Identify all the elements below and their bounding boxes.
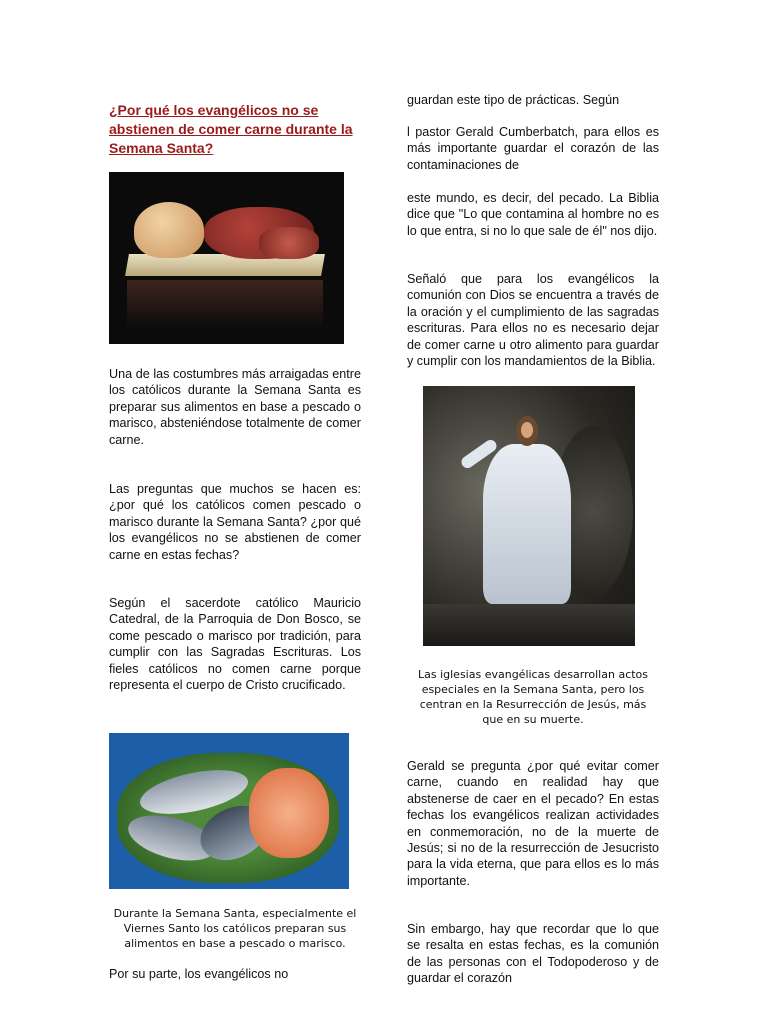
paragraph-preguntas: Las preguntas que muchos se hacen es: ¿por qué los católicos comen pescado o marisco durante la Semana Santa? ¿por qué los evangélicos no se abstienen de comer carne en estas fechas?	[109, 482, 361, 562]
paragraph-sin-embargo: Sin embargo, hay que recordar que lo que se resalta en estas fechas, es la comunión de las personas con el Todopoderoso y de guardar el corazón	[407, 922, 659, 986]
paragraph-evangelicos: Por su parte, los evangélicos no	[109, 967, 289, 981]
seafood-caption: Durante la Semana Santa, especialmente el Viernes Santo los católicos preparan sus alimentos en base a pescado o marisco.	[113, 907, 357, 950]
paragraph-costumbres: Una de las costumbres más arraigadas entre los católicos durante la Semana Santa es preparar sus alimentos en base a pescado o marisco, absteniéndose totalmente de comer carne.	[109, 367, 361, 447]
shrimp-pile	[249, 768, 329, 858]
paragraph-continuation: guardan este tipo de prácticas. Según	[407, 93, 620, 107]
stone-step	[423, 604, 635, 646]
paragraph-biblia: este mundo, es decir, del pecado. La Biblia dice que "Lo que contamina al hombre no es lo que entra, si no lo que sale de él" nos dijo.	[407, 191, 659, 238]
meat-photo	[109, 172, 344, 344]
paragraph-sacerdote: Según el sacerdote católico Mauricio Catedral, de la Parroquia de Don Bosco, se come pescado o marisco por tradición, para cumplir con las Sagradas Escrituras. Los fieles católicos no comen carne porque representa el cuerpo de Cristo crucificado.	[109, 596, 361, 693]
paragraph-comunion: Señaló que para los evangélicos la comunión con Dios se encuentra a través de la oración y el cumplimiento de las sagradas escrituras. Para ellos no es necesario dejar de comer carne u otro alimento para guardar y cumplir con los mandamientos de la Biblia.	[407, 272, 659, 369]
article-title: ¿Por qué los evangélicos no se abstienen de comer carne durante la Semana Santa?	[109, 102, 353, 156]
white-robe	[483, 444, 571, 604]
raw-steak	[259, 227, 319, 259]
resurrection-caption: Las iglesias evangélicas desarrollan actos especiales en la Semana Santa, pero los centran en la Resurrección de Jesús, más que en su muerte.	[417, 668, 649, 726]
raw-chicken	[134, 202, 204, 258]
paragraph-gerald: Gerald se pregunta ¿por qué evitar comer carne, cuando en realidad hay que abstenerse de caer en el pecado? En estas fechas los evangélicos realizan actividades en conmemoración, no de la muerte de Jesús; si no de la resurrección de Jesucristo para la vida eterna, que para ellos es lo más importante.	[407, 759, 659, 888]
resurrection-painting	[423, 386, 635, 646]
seafood-photo	[109, 733, 349, 889]
meat-reflection	[127, 280, 323, 330]
paragraph-pastor: l pastor Gerald Cumberbatch, para ellos es más importante guardar el corazón de las contaminaciones de	[407, 125, 659, 172]
face	[521, 422, 533, 438]
